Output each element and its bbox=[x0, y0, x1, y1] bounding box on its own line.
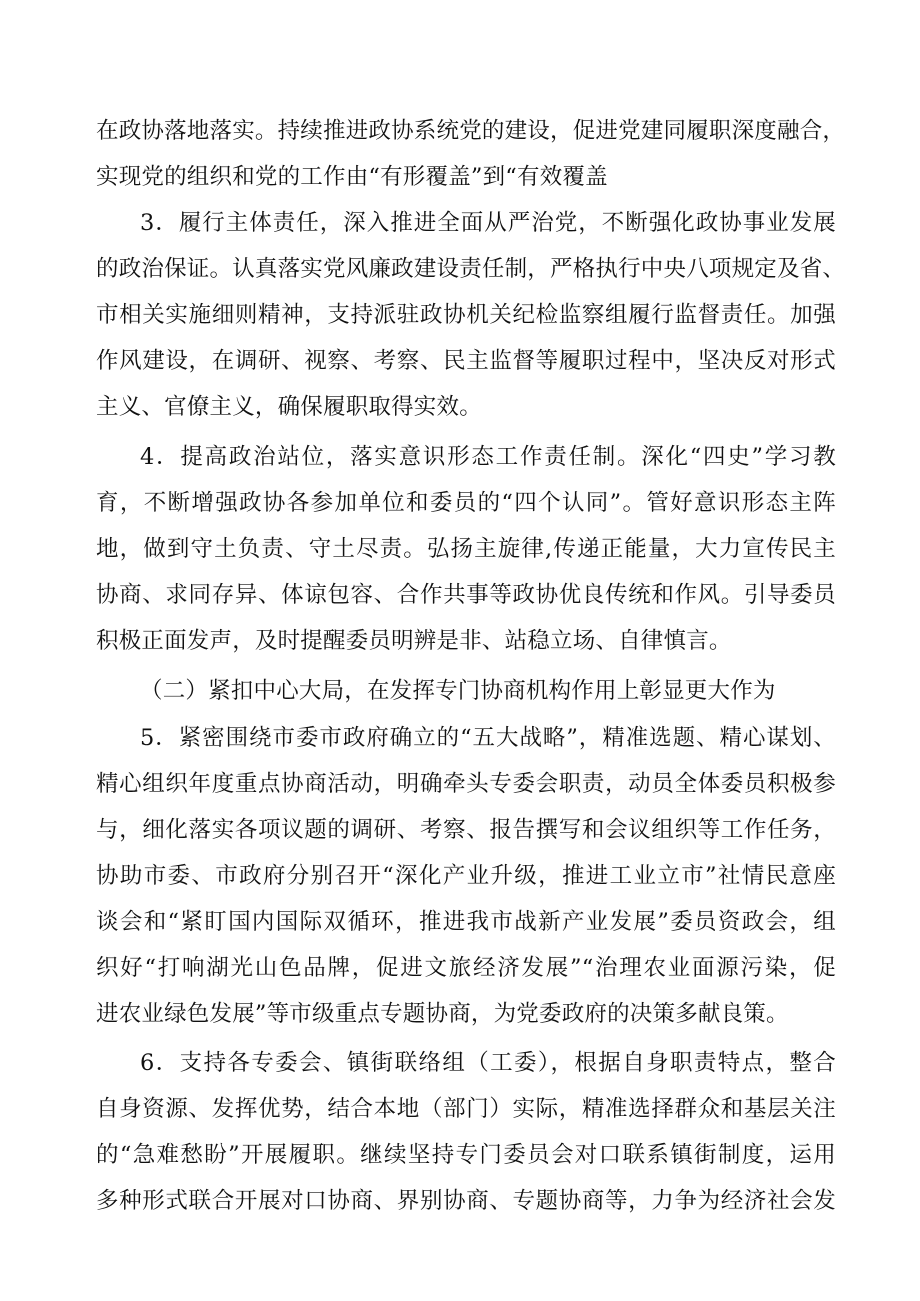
body-text-line: 市相关实施细则精神，支持派驻政协机关纪检监察组履行监督责任。加强 bbox=[96, 302, 836, 328]
body-text-line: 谈会和“紧盯国内国际双循环，推进我市战新产业发展”委员资政会，组 bbox=[96, 909, 836, 935]
body-text-line: 的政治保证。认真落实党风廉政建设责任制，严格执行中央八项规定及省、 bbox=[96, 256, 846, 282]
body-text-line: 与，细化落实各项议题的调研、考察、报告撰写和会议组织等工作任务， bbox=[96, 817, 836, 843]
body-text-line: 积极正面发声，及时提醒委员明辨是非、站稳立场、自律慎言。 bbox=[96, 628, 732, 654]
body-text-line: 在政协落地落实。持续推进政协系统党的建设，促进党建同履职深度融合， bbox=[96, 118, 846, 144]
item-6-first-line: 6．支持各专委会、镇街联络组（工委），根据自身职责特点，整合 bbox=[140, 1050, 836, 1076]
body-text-line: 实现党的组织和党的工作由“有形覆盖”到“有效覆盖 bbox=[96, 164, 608, 190]
body-text-line: 主义、官僚主义，确保履职取得实效。 bbox=[96, 394, 482, 420]
body-text-line: 多种形式联合开展对口协商、界别协商、专题协商等，力争为经济社会发 bbox=[96, 1188, 836, 1214]
item-3-first-line: 3．履行主体责任，深入推进全面从严治党，不断强化政协事业发展 bbox=[140, 210, 836, 236]
section-heading: （二）紧扣中心大局，在发挥专门协商机构作用上彰显更大作为 bbox=[140, 678, 776, 704]
body-text-line: 自身资源、发挥优势，结合本地（部门）实际，精准选择群众和基层关注 bbox=[96, 1096, 836, 1122]
body-text-line: 协商、求同存异、体谅包容、合作共事等政协优良传统和作风。引导委员 bbox=[96, 582, 836, 608]
item-5-first-line: 5．紧密围绕市委市政府确立的“五大战略”，精准选题、精心谋划、 bbox=[140, 725, 836, 751]
body-text-line: 育，不断增强政协各参加单位和委员的“四个认同”。管好意识形态主阵 bbox=[96, 490, 836, 516]
body-text-line: 协助市委、市政府分别召开“深化产业升级，推进工业立市”社情民意座 bbox=[96, 863, 836, 889]
body-text-line: 织好“打响湖光山色品牌，促进文旅经济发展”“治理农业面源污染，促 bbox=[96, 955, 836, 981]
item-4-first-line: 4．提高政治站位，落实意识形态工作责任制。深化“四史”学习教 bbox=[140, 444, 836, 470]
body-text-line: 地，做到守土负责、守土尽责。弘扬主旋律,传递正能量，大力宣传民主 bbox=[96, 536, 836, 562]
body-text-line: 进农业绿色发展”等市级重点专题协商，为党委政府的决策多献良策。 bbox=[96, 1001, 789, 1027]
body-text-line: 的“急难愁盼”开展履职。继续坚持专门委员会对口联系镇街制度，运用 bbox=[96, 1142, 836, 1168]
body-text-line: 作风建设，在调研、视察、考察、民主监督等履职过程中，坚决反对形式 bbox=[96, 348, 836, 374]
body-text-line: 精心组织年度重点协商活动，明确牵头专委会职责，动员全体委员积极参 bbox=[96, 771, 836, 797]
